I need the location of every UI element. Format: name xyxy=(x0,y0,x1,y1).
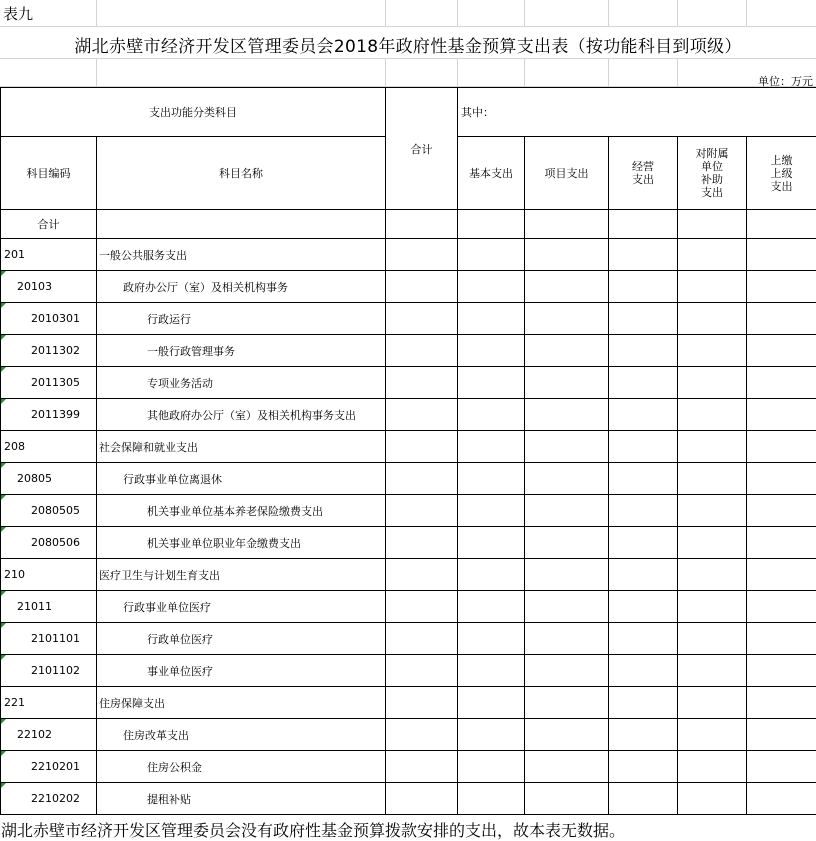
amount-cell[interactable] xyxy=(609,783,678,815)
table-row xyxy=(1,559,816,591)
table-row xyxy=(1,687,816,719)
remit-expense-header xyxy=(747,137,816,210)
subject-code-cell[interactable]: 2010301 xyxy=(1,303,97,335)
table-cell xyxy=(97,210,386,239)
amount-cell[interactable] xyxy=(386,655,458,687)
amount-cell[interactable] xyxy=(609,495,678,527)
amount-cell[interactable] xyxy=(747,559,816,591)
amount-cell[interactable] xyxy=(386,463,458,495)
amount-cell[interactable] xyxy=(678,559,747,591)
unit-label: 单位：万元 xyxy=(758,75,813,88)
subject-code-cell[interactable]: 2080506 xyxy=(1,527,97,559)
text-number-indicator-icon xyxy=(1,303,6,308)
amount-cell[interactable] xyxy=(747,399,816,431)
amount-cell[interactable] xyxy=(678,591,747,623)
amount-cell[interactable] xyxy=(609,303,678,335)
amount-cell[interactable] xyxy=(678,271,747,303)
amount-cell[interactable] xyxy=(609,559,678,591)
footnote: 湖北赤壁市经济开发区管理委员会没有政府性基金预算拨款安排的支出，故本表无数据。 xyxy=(1,821,626,840)
amount-cell[interactable] xyxy=(525,495,609,527)
subject-code-cell[interactable]: 20805 xyxy=(1,463,97,495)
table-row xyxy=(1,399,816,431)
table-cell xyxy=(458,210,525,239)
amount-cell[interactable] xyxy=(747,431,816,463)
amount-cell[interactable] xyxy=(747,367,816,399)
amount-cell[interactable] xyxy=(747,623,816,655)
text-number-indicator-icon xyxy=(1,623,6,628)
of-which-header: 其中： xyxy=(458,88,816,137)
table-label: 表九 xyxy=(3,5,34,23)
amount-cell[interactable] xyxy=(747,591,816,623)
amount-cell[interactable] xyxy=(525,463,609,495)
subsidy-line-1: 对附属 xyxy=(695,147,729,160)
table-row xyxy=(1,463,816,495)
amount-cell[interactable] xyxy=(386,783,458,815)
table-row xyxy=(1,591,816,623)
amount-cell[interactable] xyxy=(525,559,609,591)
amount-cell[interactable] xyxy=(609,751,678,783)
amount-cell[interactable] xyxy=(458,431,525,463)
amount-cell[interactable] xyxy=(609,655,678,687)
subject-code-cell[interactable]: 2011302 xyxy=(1,335,97,367)
remit-line-2: 上级 xyxy=(770,166,793,180)
amount-cell[interactable] xyxy=(525,687,609,719)
amount-cell[interactable] xyxy=(458,751,525,783)
subject-name-cell[interactable]: 行政事业单位离退休 xyxy=(97,463,386,495)
amount-cell[interactable] xyxy=(609,687,678,719)
table-cell xyxy=(525,210,609,239)
amount-cell[interactable] xyxy=(609,719,678,751)
amount-cell[interactable] xyxy=(525,527,609,559)
text-number-indicator-icon xyxy=(1,655,6,660)
subject-name-cell[interactable]: 行政运行 xyxy=(97,303,386,335)
amount-cell[interactable] xyxy=(747,239,816,271)
subject-code-cell[interactable]: 2210201 xyxy=(1,751,97,783)
subsidy-expense-header xyxy=(678,137,747,210)
table-cell xyxy=(609,210,678,239)
table-row xyxy=(1,431,816,463)
table-row xyxy=(1,751,816,783)
total-row xyxy=(1,210,816,239)
total-header: 合计 xyxy=(386,88,458,210)
amount-cell[interactable] xyxy=(386,559,458,591)
amount-cell[interactable] xyxy=(525,271,609,303)
amount-cell[interactable] xyxy=(386,399,458,431)
subject-name-cell[interactable]: 一般行政管理事务 xyxy=(97,335,386,367)
amount-cell[interactable] xyxy=(386,367,458,399)
subject-name-cell[interactable]: 住房改革支出 xyxy=(97,719,386,751)
subject-code-cell[interactable]: 208 xyxy=(1,431,97,463)
amount-cell[interactable] xyxy=(609,335,678,367)
text-number-indicator-icon xyxy=(1,367,6,372)
text-number-indicator-icon xyxy=(1,271,6,276)
amount-cell[interactable] xyxy=(458,399,525,431)
amount-cell[interactable] xyxy=(458,303,525,335)
amount-cell[interactable] xyxy=(386,303,458,335)
amount-cell[interactable] xyxy=(609,591,678,623)
amount-cell[interactable] xyxy=(458,591,525,623)
table-row xyxy=(1,495,816,527)
amount-cell[interactable] xyxy=(525,303,609,335)
table-cell xyxy=(747,210,816,239)
project-expense-header: 项目支出 xyxy=(525,137,609,210)
amount-cell[interactable] xyxy=(609,463,678,495)
remit-line-1: 上缴 xyxy=(770,153,793,167)
table-row xyxy=(1,271,816,303)
table-row xyxy=(1,303,816,335)
subject-name-cell[interactable]: 住房保障支出 xyxy=(97,687,386,719)
table-row xyxy=(1,719,816,751)
amount-cell[interactable] xyxy=(525,783,609,815)
subject-code-cell[interactable]: 2011399 xyxy=(1,399,97,431)
table-row xyxy=(1,367,816,399)
amount-cell[interactable] xyxy=(678,239,747,271)
subsidy-line-3: 补助 xyxy=(701,173,723,186)
code-header: 科目编码 xyxy=(1,137,97,210)
amount-cell[interactable] xyxy=(747,335,816,367)
amount-cell[interactable] xyxy=(386,623,458,655)
table-row xyxy=(1,623,816,655)
amount-cell[interactable] xyxy=(747,751,816,783)
amount-cell[interactable] xyxy=(525,399,609,431)
amount-cell[interactable] xyxy=(458,495,525,527)
amount-cell[interactable] xyxy=(458,559,525,591)
amount-cell[interactable] xyxy=(747,271,816,303)
text-number-indicator-icon xyxy=(1,495,6,500)
subject-code-cell[interactable]: 221 xyxy=(1,687,97,719)
page-title: 湖北赤壁市经济开发区管理委员会2018年政府性基金预算支出表（按功能科目到项级） xyxy=(74,37,742,57)
subject-code-cell[interactable]: 2101101 xyxy=(1,623,97,655)
subject-name-cell[interactable]: 事业单位医疗 xyxy=(97,655,386,687)
amount-cell[interactable] xyxy=(747,719,816,751)
amount-cell[interactable] xyxy=(525,623,609,655)
subject-name-cell[interactable]: 社会保障和就业支出 xyxy=(97,431,386,463)
category-group-header: 支出功能分类科目 xyxy=(1,88,386,137)
amount-cell[interactable] xyxy=(525,655,609,687)
amount-cell[interactable] xyxy=(386,431,458,463)
amount-cell[interactable] xyxy=(678,687,747,719)
amount-cell[interactable] xyxy=(525,335,609,367)
amount-cell[interactable] xyxy=(678,495,747,527)
text-number-indicator-icon xyxy=(1,783,6,788)
subject-name-cell[interactable]: 行政单位医疗 xyxy=(97,623,386,655)
subject-code-cell[interactable]: 201 xyxy=(1,239,97,271)
table-row xyxy=(1,335,816,367)
table-row xyxy=(1,527,816,559)
subject-code-cell[interactable]: 2101102 xyxy=(1,655,97,687)
amount-cell[interactable] xyxy=(458,271,525,303)
amount-cell[interactable] xyxy=(678,303,747,335)
amount-cell[interactable] xyxy=(458,655,525,687)
amount-cell[interactable] xyxy=(525,239,609,271)
text-number-indicator-icon xyxy=(1,591,6,596)
subject-name-cell[interactable]: 机关事业单位基本养老保险缴费支出 xyxy=(97,495,386,527)
amount-cell[interactable] xyxy=(678,367,747,399)
subject-code-cell[interactable]: 2080505 xyxy=(1,495,97,527)
amount-cell[interactable] xyxy=(747,495,816,527)
subject-code-cell[interactable]: 2011305 xyxy=(1,367,97,399)
amount-cell[interactable] xyxy=(678,431,747,463)
table-row xyxy=(1,239,816,271)
amount-cell[interactable] xyxy=(458,463,525,495)
text-number-indicator-icon xyxy=(1,751,6,756)
amount-cell[interactable] xyxy=(747,463,816,495)
amount-cell[interactable] xyxy=(458,719,525,751)
amount-cell[interactable] xyxy=(609,431,678,463)
remit-line-3: 支出 xyxy=(770,179,793,193)
amount-cell[interactable] xyxy=(386,239,458,271)
amount-cell[interactable] xyxy=(386,495,458,527)
amount-cell[interactable] xyxy=(747,303,816,335)
amount-cell[interactable] xyxy=(747,527,816,559)
amount-cell[interactable] xyxy=(458,335,525,367)
subject-name-cell[interactable]: 专项业务活动 xyxy=(97,367,386,399)
subject-code-cell[interactable]: 21011 xyxy=(1,591,97,623)
amount-cell[interactable] xyxy=(386,271,458,303)
subject-name-cell[interactable]: 医疗卫生与计划生育支出 xyxy=(97,559,386,591)
amount-cell[interactable] xyxy=(458,239,525,271)
text-number-indicator-icon xyxy=(1,463,6,468)
table-row xyxy=(1,783,816,815)
amount-cell[interactable] xyxy=(678,751,747,783)
amount-cell[interactable] xyxy=(458,367,525,399)
amount-cell[interactable] xyxy=(458,623,525,655)
subject-name-cell[interactable]: 行政事业单位医疗 xyxy=(97,591,386,623)
amount-cell[interactable] xyxy=(678,399,747,431)
header-row-1 xyxy=(1,88,816,137)
amount-cell[interactable] xyxy=(386,719,458,751)
amount-cell[interactable] xyxy=(386,591,458,623)
subject-name-cell[interactable]: 政府办公厅（室）及相关机构事务 xyxy=(97,271,386,303)
amount-cell[interactable] xyxy=(609,527,678,559)
text-number-indicator-icon xyxy=(1,335,6,340)
subsidy-line-2: 单位 xyxy=(701,160,723,173)
subject-name-cell[interactable]: 机关事业单位职业年金缴费支出 xyxy=(97,527,386,559)
table-row xyxy=(1,655,816,687)
amount-cell[interactable] xyxy=(678,623,747,655)
amount-cell[interactable] xyxy=(609,623,678,655)
total-row-label: 合计 xyxy=(1,210,97,239)
text-number-indicator-icon xyxy=(1,527,6,532)
amount-cell[interactable] xyxy=(525,591,609,623)
amount-cell[interactable] xyxy=(678,527,747,559)
name-header: 科目名称 xyxy=(97,137,386,210)
amount-cell[interactable] xyxy=(678,335,747,367)
table-cell xyxy=(386,210,458,239)
amount-cell[interactable] xyxy=(386,335,458,367)
subject-code-cell[interactable]: 210 xyxy=(1,559,97,591)
subject-code-cell[interactable]: 20103 xyxy=(1,271,97,303)
subject-code-cell[interactable]: 2210202 xyxy=(1,783,97,815)
amount-cell[interactable] xyxy=(678,655,747,687)
subject-name-cell[interactable]: 提租补贴 xyxy=(97,783,386,815)
subject-name-cell[interactable]: 一般公共服务支出 xyxy=(97,239,386,271)
amount-cell[interactable] xyxy=(747,655,816,687)
amount-cell[interactable] xyxy=(747,687,816,719)
amount-cell[interactable] xyxy=(609,239,678,271)
amount-cell[interactable] xyxy=(458,687,525,719)
amount-cell[interactable] xyxy=(525,367,609,399)
basic-expense-header: 基本支出 xyxy=(458,137,525,210)
table-cell xyxy=(678,210,747,239)
amount-cell[interactable] xyxy=(609,399,678,431)
amount-cell[interactable] xyxy=(525,751,609,783)
amount-cell[interactable] xyxy=(678,463,747,495)
amount-cell[interactable] xyxy=(609,271,678,303)
amount-cell[interactable] xyxy=(609,367,678,399)
amount-cell[interactable] xyxy=(386,751,458,783)
operating-expense-header xyxy=(609,137,678,210)
amount-cell[interactable] xyxy=(525,719,609,751)
amount-cell[interactable] xyxy=(458,783,525,815)
subsidy-line-4: 支出 xyxy=(701,186,723,199)
amount-cell[interactable] xyxy=(386,687,458,719)
amount-cell[interactable] xyxy=(525,431,609,463)
subject-name-cell[interactable]: 住房公积金 xyxy=(97,751,386,783)
subject-code-cell[interactable]: 22102 xyxy=(1,719,97,751)
amount-cell[interactable] xyxy=(747,783,816,815)
operating-line-1: 经营 xyxy=(632,160,654,173)
amount-cell[interactable] xyxy=(678,719,747,751)
budget-table xyxy=(0,87,816,815)
operating-line-2: 支出 xyxy=(632,173,654,186)
amount-cell[interactable] xyxy=(678,783,747,815)
text-number-indicator-icon xyxy=(1,719,6,724)
subject-name-cell[interactable]: 其他政府办公厅（室）及相关机构事务支出 xyxy=(97,399,386,431)
text-number-indicator-icon xyxy=(1,399,6,404)
amount-cell[interactable] xyxy=(386,527,458,559)
amount-cell[interactable] xyxy=(458,527,525,559)
